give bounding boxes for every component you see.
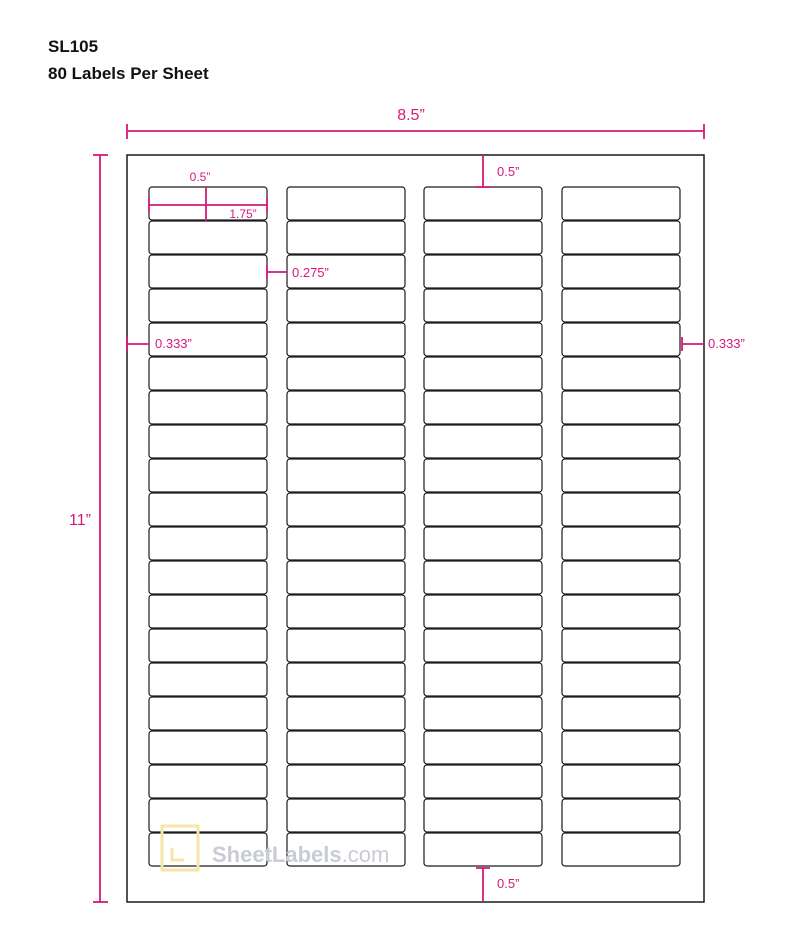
label-cell <box>287 697 405 730</box>
label-cell <box>287 629 405 662</box>
label-cell <box>562 255 680 288</box>
label-cell <box>562 459 680 492</box>
label-cell <box>424 527 542 560</box>
label-cell <box>149 663 267 696</box>
label-cell <box>562 799 680 832</box>
label-cell <box>562 425 680 458</box>
label-cell <box>424 425 542 458</box>
watermark-text <box>212 842 389 867</box>
label-cell <box>424 493 542 526</box>
label-cell <box>287 323 405 356</box>
label-cell <box>562 697 680 730</box>
label-cell <box>562 561 680 594</box>
sheet-width-label: 8.5” <box>397 107 425 124</box>
label-cell <box>424 255 542 288</box>
label-cell <box>149 425 267 458</box>
label-cell <box>424 833 542 866</box>
label-cell <box>424 323 542 356</box>
watermark-brand-suffix: .com <box>341 842 390 867</box>
label-cell <box>149 561 267 594</box>
label-cell <box>424 629 542 662</box>
label-cell <box>424 289 542 322</box>
label-cell <box>562 289 680 322</box>
label-cell <box>424 459 542 492</box>
column-gap-label: 0.275” <box>292 265 329 280</box>
label-cell <box>562 833 680 866</box>
label-cell <box>287 561 405 594</box>
label-cell <box>424 561 542 594</box>
label-cell <box>562 629 680 662</box>
label-cell <box>149 255 267 288</box>
label-cell <box>562 595 680 628</box>
label-cell <box>287 391 405 424</box>
label-cell <box>149 357 267 390</box>
label-cell <box>287 221 405 254</box>
label-cell <box>287 595 405 628</box>
label-cell <box>149 493 267 526</box>
label-cell <box>149 697 267 730</box>
label-cell <box>562 357 680 390</box>
label-cell <box>149 289 267 322</box>
label-cell <box>287 765 405 798</box>
left-margin-label: 0.333” <box>155 336 192 351</box>
top-margin-label: 0.5” <box>497 164 520 179</box>
label-cell <box>424 391 542 424</box>
label-cell <box>287 187 405 220</box>
label-cell <box>287 663 405 696</box>
label-cell <box>562 765 680 798</box>
label-cell <box>424 731 542 764</box>
label-height-label: 0.5” <box>189 170 211 184</box>
label-cell <box>562 221 680 254</box>
label-cell <box>562 391 680 424</box>
label-cell <box>149 765 267 798</box>
label-cell <box>149 629 267 662</box>
label-cell <box>149 221 267 254</box>
label-cell <box>149 391 267 424</box>
label-cell <box>287 425 405 458</box>
label-cell <box>424 221 542 254</box>
label-cell <box>287 289 405 322</box>
labels-per-sheet: 80 Labels Per Sheet <box>48 64 209 83</box>
label-cell <box>287 459 405 492</box>
label-cell <box>424 697 542 730</box>
label-cell <box>424 595 542 628</box>
sheet-outline <box>127 155 704 902</box>
label-width-label: 1.75” <box>229 207 257 221</box>
label-cell <box>287 731 405 764</box>
product-code: SL105 <box>48 37 99 56</box>
label-cell <box>562 731 680 764</box>
sheet-height-label: 11” <box>69 512 91 529</box>
label-cell <box>149 459 267 492</box>
label-cell <box>424 799 542 832</box>
label-cell <box>287 799 405 832</box>
label-grid <box>149 187 680 866</box>
label-cell <box>149 527 267 560</box>
watermark-brand-part1: Sheet <box>212 842 272 867</box>
bottom-margin-label: 0.5” <box>497 876 520 891</box>
label-cell <box>562 323 680 356</box>
label-cell <box>424 357 542 390</box>
label-cell <box>424 663 542 696</box>
label-cell <box>149 595 267 628</box>
label-cell <box>287 493 405 526</box>
label-cell <box>424 187 542 220</box>
label-cell <box>562 527 680 560</box>
label-cell <box>562 187 680 220</box>
label-cell <box>562 663 680 696</box>
label-cell <box>424 765 542 798</box>
label-cell <box>287 357 405 390</box>
right-margin-label: 0.333” <box>708 336 745 351</box>
watermark-brand-part2: Labels <box>271 842 342 867</box>
label-cell <box>562 493 680 526</box>
label-cell <box>287 527 405 560</box>
label-cell <box>149 731 267 764</box>
